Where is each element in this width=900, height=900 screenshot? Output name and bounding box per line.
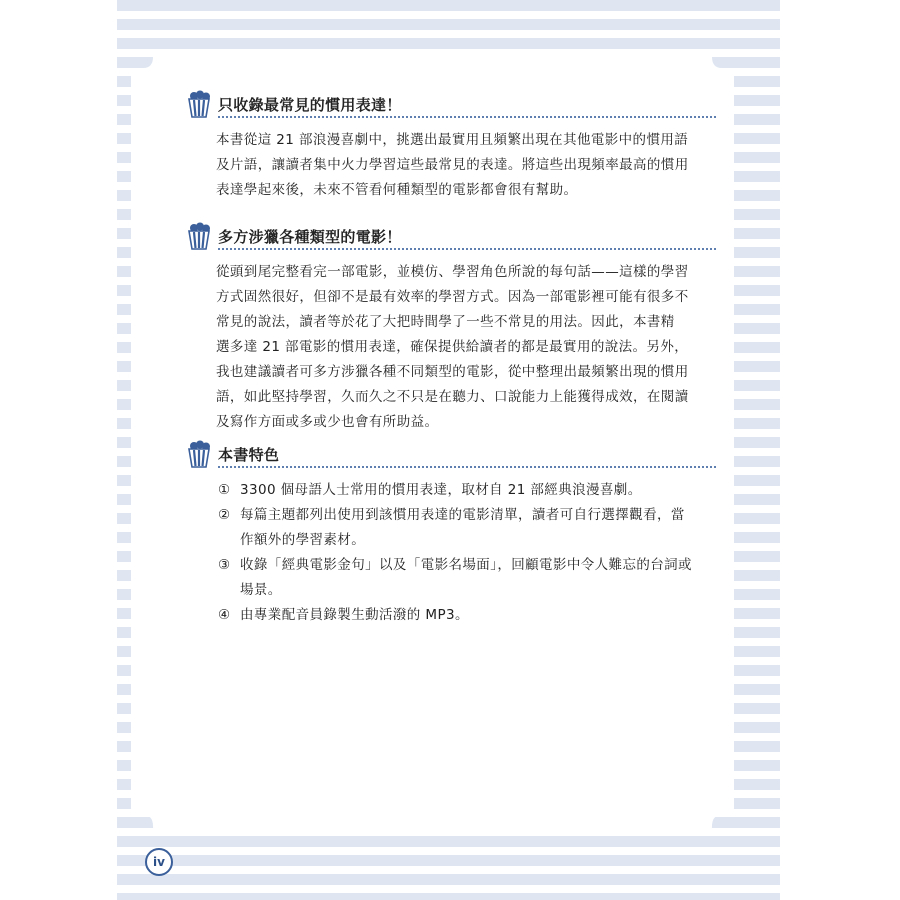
- text-line: 我也建議讀者可多方涉獵各種不同類型的電影，從中整理出最頻繁出現的慣用: [216, 364, 689, 380]
- section-2: [186, 222, 716, 435]
- text-line: 3300 個母語人士常用的慣用表達，取材自 21 部經典浪漫喜劇。: [240, 482, 642, 498]
- section-2-divider: [218, 248, 716, 250]
- feature-item: [218, 478, 716, 503]
- section-2-header: [186, 222, 716, 252]
- feature-text: [240, 478, 716, 503]
- feature-text: [240, 553, 716, 603]
- text-line: 選多達 21 部電影的慣用表達，確保提供給讀者的都是最實用的說法。另外，: [216, 339, 689, 355]
- section-1: [186, 90, 716, 203]
- text-line: 語，如此堅持學習，久而久之不只是在聽力、口說能力上能獲得成效，在閱讀: [216, 389, 689, 405]
- popcorn-icon: [186, 90, 212, 118]
- section-1-title: 只收錄最常見的慣用表達！: [218, 96, 402, 114]
- text-line: 場景。: [240, 582, 282, 598]
- feature-number: ④: [218, 607, 231, 623]
- feature-text: [240, 603, 716, 628]
- text-line: 及片語，讓讀者集中火力學習這些最常見的表達。將這些出現頻率最高的慣用: [216, 157, 689, 173]
- text-line: 及寫作方面或多或少也會有所助益。: [216, 414, 439, 430]
- section-3-divider: [218, 466, 716, 468]
- feature-number: ③: [218, 557, 231, 573]
- popcorn-icon: [186, 222, 212, 250]
- feature-item: [218, 503, 716, 553]
- text-line: 常見的說法，讀者等於花了大把時間學了一些不常見的用法。因此，本書精: [216, 314, 675, 330]
- feature-item: [218, 553, 716, 603]
- text-line: 收錄「經典電影金句」以及「電影名場面」，回顧電影中令人難忘的台詞或: [240, 557, 692, 573]
- text-line: 方式固然很好，但卻不是最有效率的學習方式。因為一部電影裡可能有很多不: [216, 289, 689, 305]
- section-2-paragraph: [216, 260, 716, 435]
- text-line: 從頭到尾完整看完一部電影，並模仿、學習角色所說的每句話——這樣的學習: [216, 264, 689, 280]
- section-3-title: 本書特色: [218, 446, 280, 464]
- popcorn-icon: [186, 440, 212, 468]
- page-number-badge: iv: [145, 848, 173, 876]
- section-1-paragraph: [216, 128, 716, 203]
- text-line: 作額外的學習素材。: [240, 532, 366, 548]
- feature-number: ①: [218, 482, 231, 498]
- feature-number: ②: [218, 507, 231, 523]
- text-line: 每篇主題都列出使用到該慣用表達的電影清單，讀者可自行選擇觀看，當: [240, 507, 685, 523]
- section-2-title: 多方涉獵各種類型的電影！: [218, 228, 402, 246]
- text-line: 由專業配音員錄製生動活潑的 MP3。: [240, 607, 469, 623]
- section-1-divider: [218, 116, 716, 118]
- section-3: [186, 440, 716, 628]
- section-1-header: [186, 90, 716, 120]
- text-line: 本書從這 21 部浪漫喜劇中，挑選出最實用且頻繁出現在其他電影中的慣用語: [216, 132, 689, 148]
- feature-list: [218, 478, 716, 628]
- text-line: 表達學起來後，未來不管看何種類型的電影都會很有幫助。: [216, 182, 578, 198]
- feature-item: [218, 603, 716, 628]
- section-3-header: [186, 440, 716, 470]
- feature-text: [240, 503, 716, 553]
